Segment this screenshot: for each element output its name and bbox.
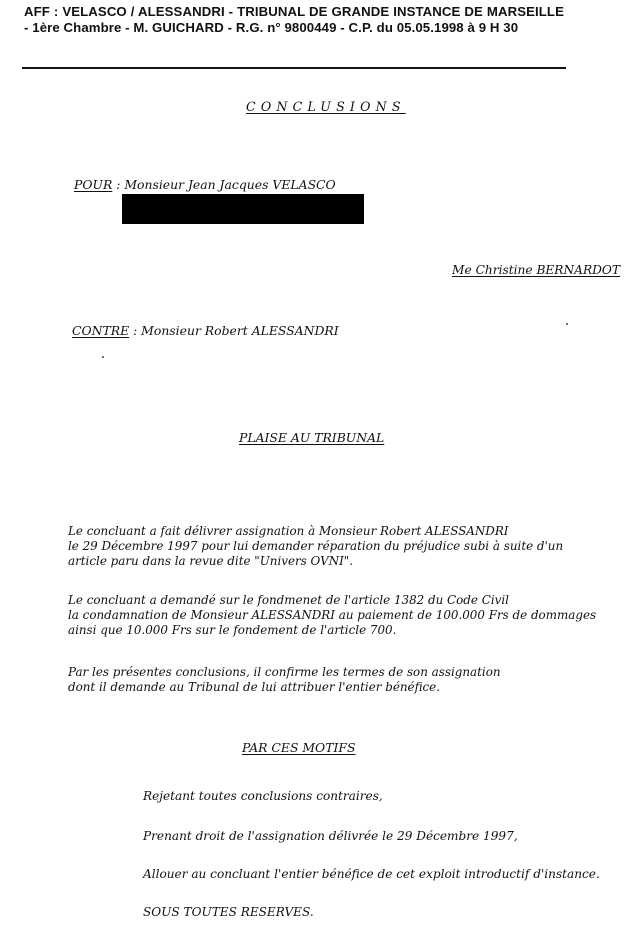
pour-party: : Monsieur Jean Jacques VELASCO — [112, 177, 336, 192]
lawyer-name: Me Christine BERNARDOT — [452, 263, 621, 277]
motif-item: SOUS TOUTES RESERVES. — [143, 905, 314, 919]
pour-line — [74, 177, 336, 192]
paragraph-demande: Le concluant a demandé sur le fondmenet de l'article 1382 du Code Civil la condamnation de Monsieur ALESSANDRI au paiement de 100.000 Frs de dommages ainsi que 10.000 Frs sur le fondement de l'article 700. — [68, 593, 597, 637]
scan-speck — [102, 356, 104, 358]
redaction-block — [122, 194, 364, 224]
document-header: AFF : VELASCO / ALESSANDRI - TRIBUNAL DE GRANDE INSTANCE DE MARSEILLE - 1ère Chambre - M. GUICHARD - R.G. n° 9800449 - C.P. du 05.05.1998 à 9 H 30 — [24, 4, 564, 35]
paragraph-confirmation: Par les présentes conclusions, il confirme les termes de son assignation dont il demande au Tribunal de lui attribuer l'entier bénéfice. — [68, 665, 501, 694]
contre-party: : Monsieur Robert ALESSANDRI — [129, 323, 339, 338]
pour-label: POUR — [74, 177, 113, 192]
contre-label: CONTRE — [72, 323, 130, 338]
motifs-heading: PAR CES MOTIFS — [242, 740, 356, 755]
paragraph-assignation: Le concluant a fait délivrer assignation à Monsieur Robert ALESSANDRI le 29 Décembre 1997 pour lui demander réparation du préjudice subi à suite d'un article paru dans la revue dite "Univers OVNI". — [68, 524, 564, 568]
contre-line — [72, 323, 339, 338]
header-divider — [22, 67, 566, 69]
motif-item: Rejetant toutes conclusions contraires, — [143, 789, 383, 803]
scan-speck — [566, 323, 568, 325]
motif-item: Prenant droit de l'assignation délivrée le 29 Décembre 1997, — [143, 829, 518, 843]
motif-item: Allouer au concluant l'entier bénéfice de cet exploit introductif d'instance. — [143, 867, 600, 881]
plaise-heading: PLAISE AU TRIBUNAL — [239, 430, 385, 445]
document-title: CONCLUSIONS — [246, 99, 406, 114]
